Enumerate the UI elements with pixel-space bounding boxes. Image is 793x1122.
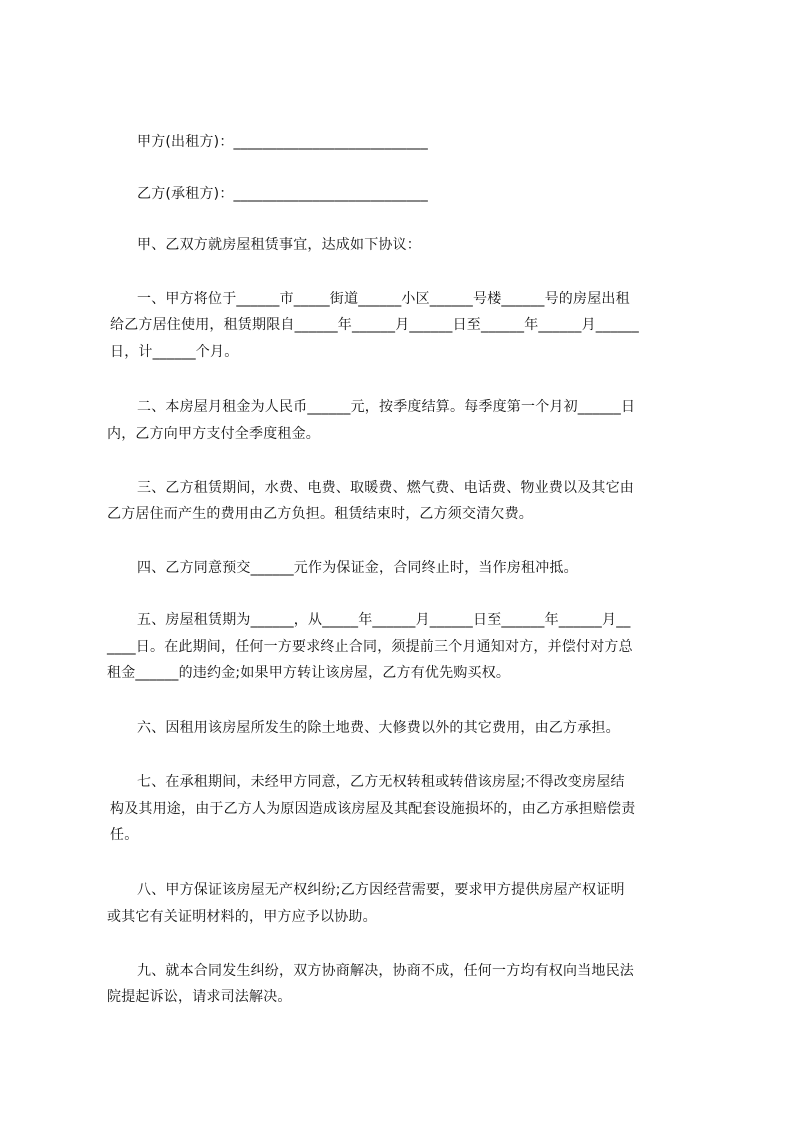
party-b-line: 乙方(承租方)：___________________________	[137, 186, 428, 202]
clause9-line2: 院提起诉讼，请求司法解决。	[107, 989, 292, 1005]
clause2-line2: 内，乙方向甲方支付全季度租金。	[107, 426, 320, 442]
clause8-line2: 或其它有关证明材料的，甲方应予以协助。	[107, 909, 377, 925]
clause6-line1: 六、因租用该房屋所发生的除土地费、大修费以外的其它费用，由乙方承担。	[137, 720, 620, 736]
clause2-line1: 二、本房屋月租金为人民币______元，按季度结算。每季度第一个月初______日	[137, 399, 636, 415]
clause8-line1: 八、甲方保证该房屋无产权纠纷;乙方因经营需要，要求甲方提供房屋产权证明	[137, 882, 625, 898]
clause7-line1: 七、在承租期间，未经甲方同意，乙方无权转租或转借该房屋;不得改变房屋结	[137, 774, 625, 790]
clause1-line2: 给乙方居住使用，租赁期限自______年______月______日至______年______月______	[110, 317, 639, 333]
clause4-line1: 四、乙方同意预交______元作为保证金，合同终止时，当作房租冲抵。	[137, 560, 578, 576]
party-a-line: 甲方(出租方)：___________________________	[137, 134, 428, 150]
clause1-line1: 一、甲方将位于______市_____街道______小区______号楼______号的房屋出租	[137, 291, 630, 307]
clause7-line2: 构及其用途，由于乙方人为原因造成该房屋及其配套设施损坏的，由乙方承担赔偿责	[110, 801, 636, 817]
clause1-line3: 日，计______个月。	[110, 344, 239, 360]
clause5-line1: 五、房屋租赁期为______，从_____年______月______日至______年______月__	[137, 612, 631, 628]
clause3-line2: 乙方居住而产生的费用由乙方负担。租赁结束时，乙方须交清欠费。	[107, 506, 533, 522]
clause7-line3: 任。	[110, 827, 139, 843]
clause5-line2: ____日。在此期间，任何一方要求终止合同，须提前三个月通知对方，并偿付对方总	[107, 639, 633, 655]
clause5-line3: 租金______的违约金;如果甲方转让该房屋，乙方有优先购买权。	[107, 665, 511, 681]
clause9-line1: 九、就本合同发生纠纷，双方协商解决，协商不成，任何一方均有权向当地民法	[137, 963, 634, 979]
intro-line: 甲、乙双方就房屋租赁事宜，达成如下协议：	[137, 237, 421, 253]
clause3-line1: 三、乙方租赁期间，水费、电费、取暖费、燃气费、电话费、物业费以及其它由	[137, 480, 634, 496]
